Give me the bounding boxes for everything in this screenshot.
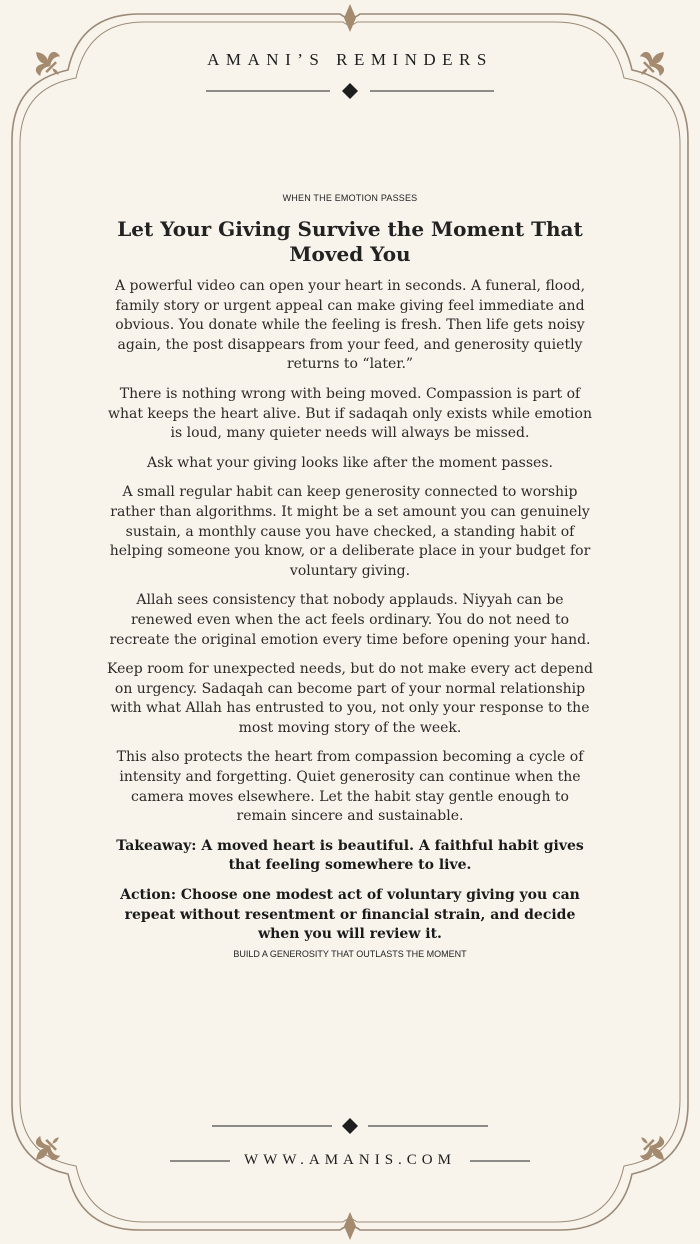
diamond-icon [342, 83, 358, 99]
takeaway-text: Takeaway: A moved heart is beautiful. A faithful habit gives that feeling somewhere to live. [116, 837, 584, 874]
paragraph: Ask what your giving looks like after the moment passes. [147, 454, 553, 471]
diamond-icon [342, 1118, 358, 1134]
article [106, 193, 594, 959]
paragraph: A small regular habit can keep generosity connected to worship rather than algorithms. It might be a set amount you can genuinely sustain, a monthly cause you have checked, a standing habit of helping someone you know, or a deliberate place in your budget for voluntary giving. [109, 484, 591, 579]
action-text: Action: Choose one modest act of voluntary giving you can repeat without resentment or financial strain, and decide when you will review it. [120, 887, 580, 943]
closing-line: BUILD A GENEROSITY THAT OUTLASTS THE MOMENT [233, 948, 467, 959]
brand-title: AMANI’S REMINDERS [207, 50, 493, 69]
article-title: Let Your Giving Survive the Moment That Moved You [117, 217, 583, 266]
header-divider [206, 83, 494, 99]
paragraph: Keep room for unexpected needs, but do not make every act depend on urgency. Sadaqah can become part of your normal relationship with what Allah has entrusted to you, not only your response to the most moving story of the week. [107, 661, 593, 736]
paragraph: This also protects the heart from compassion becoming a cycle of intensity and forgetting. Quiet generosity can continue when the camera moves elsewhere. Let the habit stay gentle enough to remain sincere and sustainable. [116, 749, 584, 825]
diamond-icon [344, 1212, 356, 1240]
paragraph: There is nothing wrong with being moved. Compassion is part of what keeps the heart alive. But if sadaqah only exists while emotion is loud, many quieter needs will always be missed. [108, 385, 592, 442]
article-kicker: WHEN THE EMOTION PASSES [282, 193, 418, 203]
footer-url: WWW.AMANIS.COM [244, 1152, 456, 1168]
paragraph: Allah sees consistency that nobody applauds. Niyyah can be renewed even when the act feels ordinary. You do not need to recreate the original emotion every time before opening your hand. [109, 592, 591, 648]
diamond-icon [344, 4, 356, 32]
footer-divider [212, 1118, 488, 1134]
paragraph: A powerful video can open your heart in seconds. A funeral, flood, family story or urgent appeal can make giving feel immediate and obvious. You donate while the feeling is fresh. Then life gets noisy again, the post disappears from your feed, and generosity quietly returns to “later.” [114, 278, 586, 373]
